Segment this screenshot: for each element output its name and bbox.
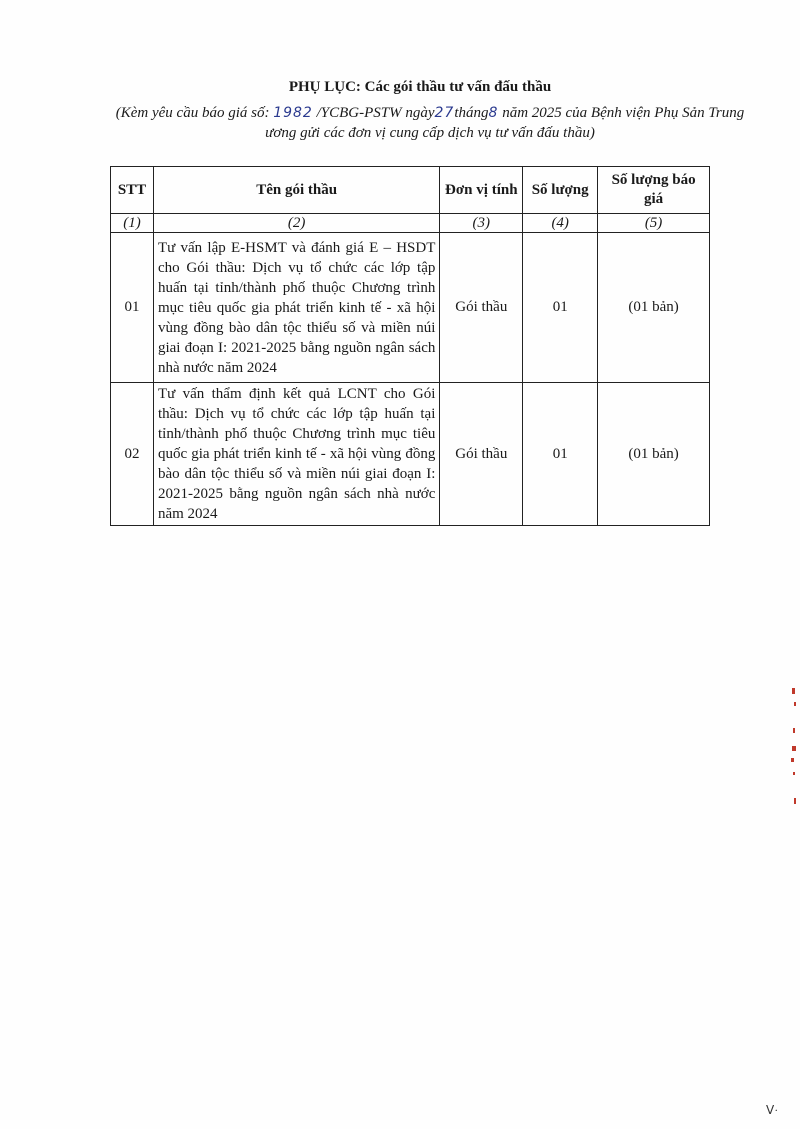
header-qty: Số lượng bbox=[523, 167, 598, 214]
subtitle-text-3: tháng bbox=[454, 105, 489, 121]
margin-stamp-marks bbox=[786, 688, 798, 808]
table-header-row bbox=[111, 167, 710, 214]
handwritten-month: 8 bbox=[488, 105, 499, 121]
handwritten-number: 1982 bbox=[273, 105, 313, 121]
index-cell: (3) bbox=[440, 214, 523, 233]
index-cell: (5) bbox=[598, 214, 710, 233]
index-cell: (1) bbox=[111, 214, 154, 233]
table-row bbox=[111, 383, 710, 526]
header-stt: STT bbox=[111, 167, 154, 214]
row-stt: 02 bbox=[111, 383, 154, 526]
table-index-row bbox=[111, 214, 710, 233]
row-stt: 01 bbox=[111, 233, 154, 383]
table-row bbox=[111, 233, 710, 383]
page-corner-mark: ᐯ· bbox=[766, 1103, 779, 1117]
page-subtitle bbox=[100, 103, 760, 143]
header-quote-qty: Số lượng báo giá bbox=[598, 167, 710, 214]
bid-packages-table bbox=[110, 166, 710, 526]
subtitle-text-1: (Kèm yêu cầu báo giá số: bbox=[115, 105, 270, 121]
header-name: Tên gói thầu bbox=[153, 167, 439, 214]
row-quote-qty: (01 bản) bbox=[598, 383, 710, 526]
handwritten-day: 27 bbox=[434, 105, 455, 121]
row-package-name: Tư vấn lập E-HSMT và đánh giá E – HSDT cho Gói thầu: Dịch vụ tổ chức các lớp tập huấn tại tỉnh/thành phố thuộc Chương trình mục tiêu quốc gia phát triển kinh tế - xã hội vùng đồng bào dân tộc thiểu số và miền núi giai đoạn I: 2021-2025 bằng nguồn ngân sách nhà nước năm 2024 bbox=[153, 233, 439, 383]
header-unit: Đơn vị tính bbox=[440, 167, 523, 214]
row-qty: 01 bbox=[523, 383, 598, 526]
row-unit: Gói thầu bbox=[440, 233, 523, 383]
subtitle-text-2: /YCBG-PSTW ngày bbox=[316, 105, 435, 121]
page-title: PHỤ LỤC: Các gói thầu tư vấn đấu thầu bbox=[288, 79, 552, 95]
subtitle-text-4: năm 2025 của Bệnh viện Phụ Sản Trung ương gửi các đơn vị cung cấp dịch vụ tư vấn đấu thầu) bbox=[265, 105, 745, 141]
row-quote-qty: (01 bản) bbox=[598, 233, 710, 383]
row-package-name: Tư vấn thẩm định kết quả LCNT cho Gói thầu: Dịch vụ tổ chức các lớp tập huấn tại tỉnh/thành phố thuộc Chương trình mục tiêu quốc gia phát triển kinh tế - xã hội vùng đồng bào dân tộc thiểu số và miền núi giai đoạn I: 2021-2025 bằng nguồn ngân sách nhà nước năm 2024 bbox=[153, 383, 439, 526]
row-unit: Gói thầu bbox=[440, 383, 523, 526]
index-cell: (4) bbox=[523, 214, 598, 233]
index-cell: (2) bbox=[153, 214, 439, 233]
row-qty: 01 bbox=[523, 233, 598, 383]
